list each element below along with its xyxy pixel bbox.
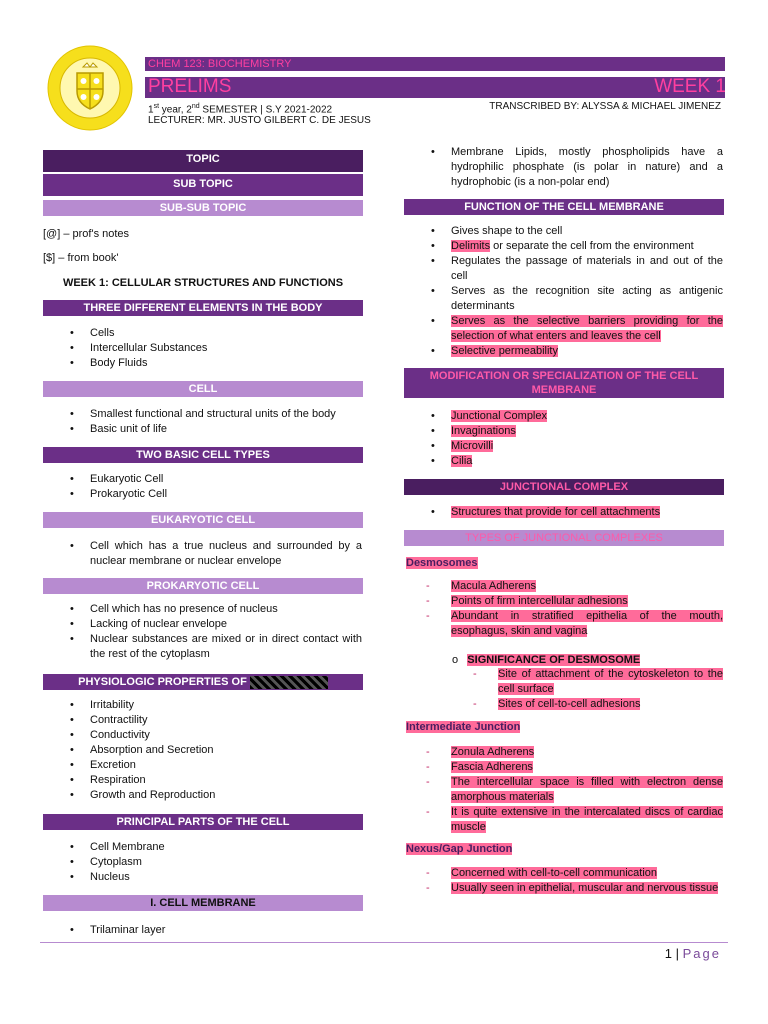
list-item: - The intercellular space is filled with electron dense amorphous materials	[423, 775, 723, 805]
elements-list	[62, 326, 362, 371]
footer-divider	[40, 942, 728, 943]
page-number: 1 | Page	[664, 946, 721, 961]
list-item: • Lacking of nuclear envelope	[62, 617, 362, 632]
list-item: • Excretion	[62, 758, 362, 773]
list-item: • Cilia	[423, 454, 723, 469]
list-item: • Respiration	[62, 773, 362, 788]
function-list	[423, 224, 723, 359]
list-item: • Absorption and Secretion	[62, 743, 362, 758]
cell-types-list	[62, 472, 362, 502]
exam-title: PRELIMS	[148, 76, 232, 97]
intermediate-list	[423, 745, 723, 835]
redacted-block	[250, 676, 328, 689]
physiologic-list	[62, 698, 362, 803]
list-item: - Macula Adherens	[423, 579, 723, 594]
list-item: • Contractility	[62, 713, 362, 728]
principal-parts-list	[62, 840, 362, 885]
list-item: • Selective permeability	[423, 344, 723, 359]
week-heading: WEEK 1: CELLULAR STRUCTURES AND FUNCTIONS	[62, 277, 344, 289]
section-cell-types: TWO BASIC CELL TYPES	[43, 447, 363, 463]
section-principal-parts: PRINCIPAL PARTS OF THE CELL	[43, 814, 363, 830]
transcribed-by: TRANSCRIBED BY: ALYSSA & MICHAEL JIMENEZ	[489, 101, 721, 112]
list-item: • Eukaryotic Cell	[62, 472, 362, 487]
section-cell: CELL	[43, 381, 363, 397]
list-item: • Nucleus	[62, 870, 362, 885]
list-item: • Trilaminar layer	[62, 923, 362, 938]
list-item: - Usually seen in epithelial, muscular and nervous tissue	[423, 881, 723, 896]
prokaryotic-list	[62, 602, 362, 662]
list-item: • Junctional Complex	[423, 409, 723, 424]
list-item: - Concerned with cell-to-cell communication	[423, 866, 723, 881]
list-item: - Site of attachment of the cytoskeleton to the cell surface	[470, 667, 723, 697]
title-bar	[145, 77, 725, 98]
section-elements: THREE DIFFERENT ELEMENTS IN THE BODY	[43, 300, 363, 316]
cell-list	[62, 407, 362, 437]
list-item: • Membrane Lipids, mostly phospholipids have a hydrophilic phosphate (is polar in nature) and a hydrophobic (is a non-polar end)	[423, 145, 723, 190]
list-item: • Regulates the passage of materials in and out of the cell	[423, 254, 723, 284]
legend-sub-sub-topic: SUB-SUB TOPIC	[43, 200, 363, 216]
eukaryotic-list	[62, 539, 362, 569]
list-item: - Abundant in stratified epithelia of the mouth, esophagus, skin and vagina	[423, 609, 723, 639]
desmosomes-list	[423, 579, 723, 639]
junctional-list	[423, 505, 723, 520]
nexus-list	[423, 866, 723, 896]
section-eukaryotic: EUKARYOTIC CELL	[43, 512, 363, 528]
list-item: • Invaginations	[423, 424, 723, 439]
list-item: - It is quite extensive in the intercalated discs of cardiac muscle	[423, 805, 723, 835]
legend-topic: TOPIC	[43, 150, 363, 172]
list-item: • Structures that provide for cell attachments	[423, 505, 723, 520]
physiologic-title: PHYSIOLOGIC PROPERTIES OF	[78, 676, 247, 688]
legend-from-book: [$] – from book'	[43, 252, 119, 264]
list-item: • Prokaryotic Cell	[62, 487, 362, 502]
intermediate-junction-heading: Intermediate Junction	[406, 721, 521, 733]
list-item: • Intercellular Substances	[62, 341, 362, 356]
section-prokaryotic: PROKARYOTIC CELL	[43, 578, 363, 594]
significance-list	[470, 667, 723, 712]
list-item: - Sites of cell-to-cell adhesions	[470, 697, 723, 712]
list-item: • Delimits or separate the cell from the environment	[423, 239, 723, 254]
course-title: CHEM 123: BIOCHEMISTRY	[145, 57, 725, 71]
section-physiologic	[43, 674, 363, 690]
list-item: • Cell which has no presence of nucleus	[62, 602, 362, 617]
list-item: • Cytoplasm	[62, 855, 362, 870]
list-item: • Growth and Reproduction	[62, 788, 362, 803]
lecturer: LECTURER: MR. JUSTO GILBERT C. DE JESUS	[148, 115, 371, 126]
list-item: • Cells	[62, 326, 362, 341]
college-seal-logo	[47, 45, 133, 131]
circle-bullet: o	[452, 654, 459, 666]
legend-sub-topic: SUB TOPIC	[43, 174, 363, 196]
list-item: • Body Fluids	[62, 356, 362, 371]
significance-heading: o SIGNIFICANCE OF DESMOSOME	[452, 654, 641, 666]
list-item: • Serves as the selective barriers providing for the selection of what enters and leaves the cell	[423, 314, 723, 344]
section-types-junctional: TYPES OF JUNCTIONAL COMPLEXES	[404, 530, 724, 546]
list-item: - Points of firm intercellular adhesions	[423, 594, 723, 609]
list-item: • Basic unit of life	[62, 422, 362, 437]
section-cell-membrane: I. CELL MEMBRANE	[43, 895, 363, 911]
modification-list	[423, 409, 723, 469]
list-item: • Cell Membrane	[62, 840, 362, 855]
section-function: FUNCTION OF THE CELL MEMBRANE	[404, 199, 724, 215]
lipids-list	[423, 145, 723, 190]
legend-profs-notes: [@] – prof's notes	[43, 228, 130, 240]
list-item: • Smallest functional and structural units of the body	[62, 407, 362, 422]
list-item: • Cell which has a true nucleus and surrounded by a nuclear membrane or nuclear envelope	[62, 539, 362, 569]
list-item: • Gives shape to the cell	[423, 224, 723, 239]
list-item: • Irritability	[62, 698, 362, 713]
cell-membrane-list	[62, 923, 362, 938]
desmosomes-heading: Desmosomes	[406, 557, 478, 569]
year-semester: 1st year, 2nd SEMESTER | S.Y 2021-2022	[148, 103, 333, 116]
highlight-delimits: Delimits	[451, 240, 491, 252]
list-item: • Conductivity	[62, 728, 362, 743]
list-item: • Serves as the recognition site acting as antigenic determinants	[423, 284, 723, 314]
nexus-gap-heading: Nexus/Gap Junction	[406, 843, 513, 855]
section-junctional-complex: JUNCTIONAL COMPLEX	[404, 479, 724, 495]
week-title: WEEK 1	[654, 76, 726, 97]
list-item: - Fascia Adherens	[423, 760, 723, 775]
list-item: • Microvilli	[423, 439, 723, 454]
section-modification: MODIFICATION OR SPECIALIZATION OF THE CELL MEMBRANE	[404, 368, 724, 398]
list-item: - Zonula Adherens	[423, 745, 723, 760]
list-item: • Nuclear substances are mixed or in direct contact with the rest of the cytoplasm	[62, 632, 362, 662]
